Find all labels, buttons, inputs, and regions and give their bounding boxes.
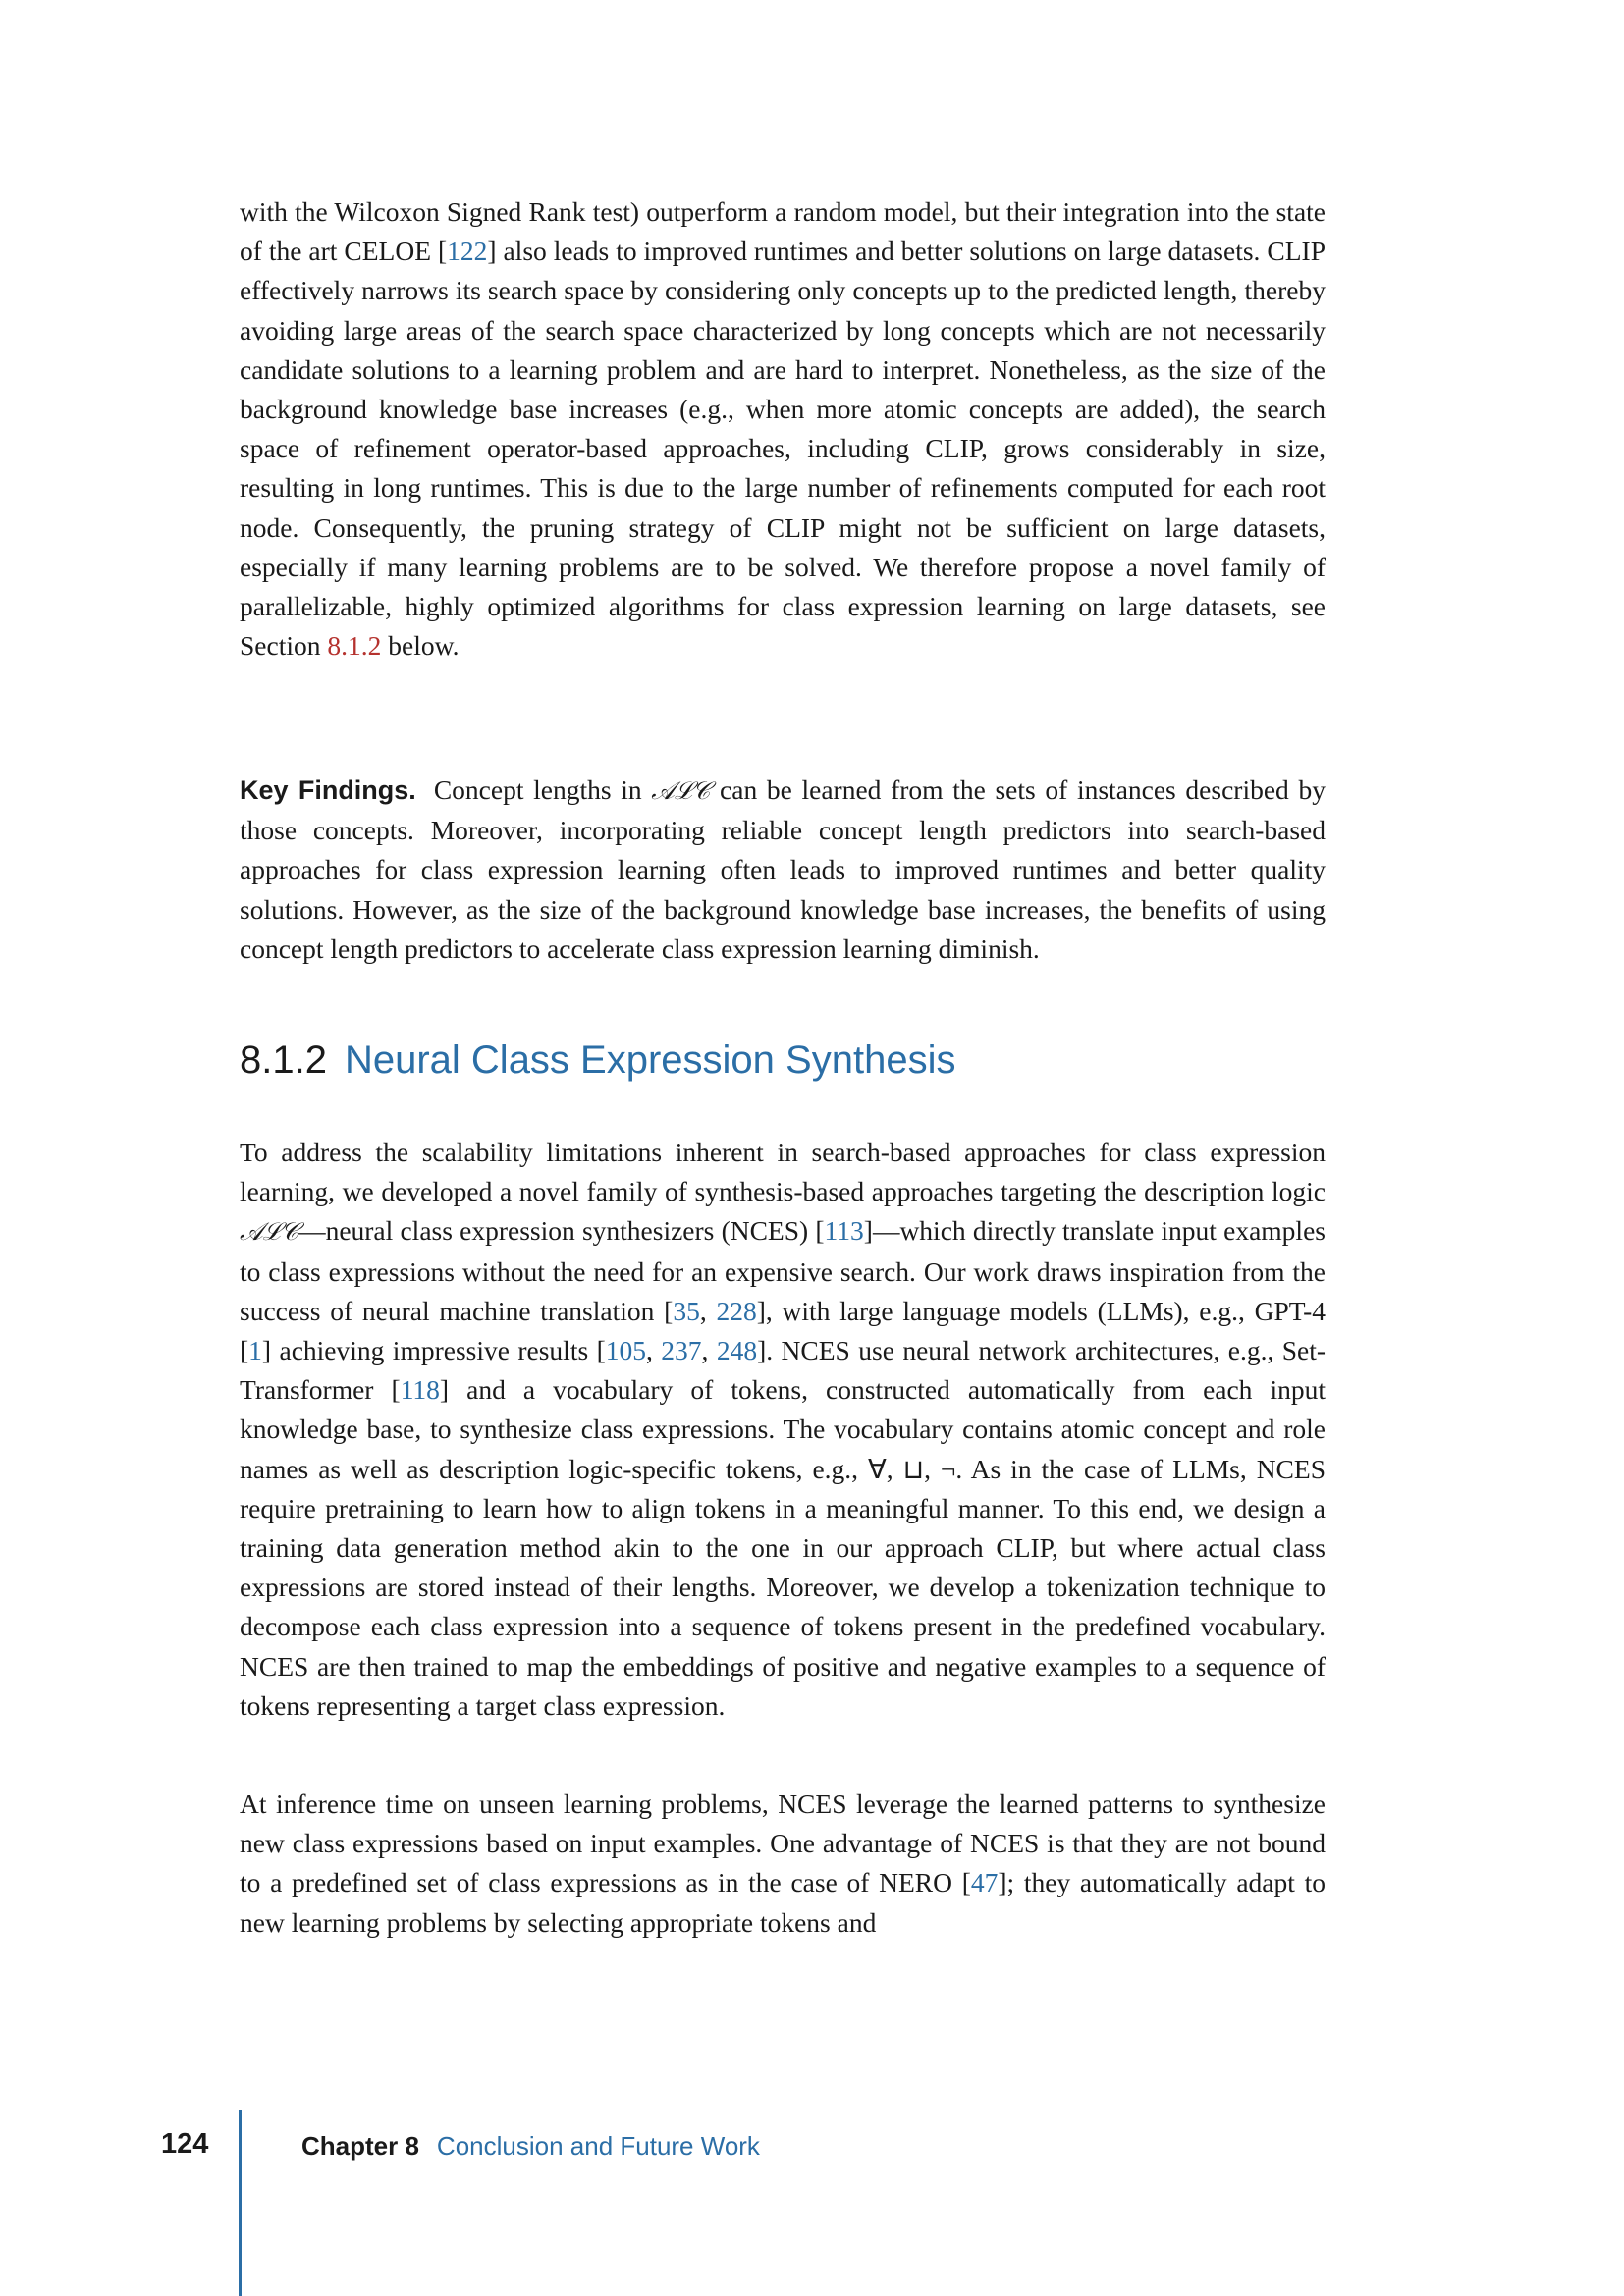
- chapter-title: Conclusion and Future Work: [436, 2131, 760, 2161]
- text-segment: ]; they automatically adapt to new learning problems by selecting appropriate tokens and: [240, 1867, 1326, 1938]
- citation-link[interactable]: 122: [447, 236, 488, 267]
- section-title: Neural Class Expression Synthesis: [344, 1039, 956, 1082]
- footer-rule: [239, 2110, 242, 2296]
- math-alc: 𝒜ℒ𝒞: [240, 1217, 299, 1247]
- math-alc: 𝒜ℒ𝒞: [651, 776, 711, 805]
- text-segment: ] also leads to improved runtimes and better solutions on large datasets. CLIP effectively narrows its search space by considering only concepts up to the predicted length, thereby avoiding large areas of the search space characterized by long concepts which are not necessarily candidate solutions to a learning problem and are hard to interpret. Nonetheless, as the size of the background knowledge base increases (e.g., when more atomic concepts are added), the search space of refinement operator-based approaches, including CLIP, grows considerably in size, resulting in long runtimes. This is due to the large number of refinements computed for each root node. Consequently, the pruning strategy of CLIP might not be sufficient on large datasets, especially if many learning problems are to be solved. We therefore propose a novel family of parallelizable, highly optimized algorithms for class expression learning on large datasets, see Section: [240, 236, 1326, 662]
- citation-link[interactable]: 47: [970, 1867, 999, 1898]
- text-segment: ]—which directly translate input examples to class expressions without the need for an expensive search. Our work draws inspiration from the success of neural machine translation [: [240, 1215, 1326, 1326]
- text-segment: can be learned from the sets of instances described by those concepts. Moreover, incorporating reliable concept length predictors into search-based approaches for class expression learning often leads to improved runtimes and better quality solutions. However, as the size of the background knowledge base increases, the benefits of using concept length predictors to accelerate class expression learning diminish.: [240, 774, 1326, 964]
- text-segment: with the Wilcoxon Signed Rank test) outperform a random model, but their integration into the state of the art CELOE [: [240, 196, 1326, 267]
- text-segment: ,: [646, 1335, 662, 1366]
- text-segment: ,: [701, 1335, 717, 1366]
- text-segment: below.: [381, 630, 460, 662]
- text-segment: ] achieving impressive results [: [261, 1335, 606, 1366]
- footer-chapter: [301, 2131, 760, 2162]
- citation-link[interactable]: 237: [661, 1335, 702, 1366]
- key-findings-paragraph: [240, 771, 1326, 969]
- text-segment: ]. NCES use neural network architectures, e.g., Set-Transformer [: [240, 1335, 1326, 1406]
- citation-link[interactable]: 248: [716, 1335, 758, 1366]
- paragraph-intro: [240, 192, 1326, 666]
- key-findings-label: Key Findings.: [240, 775, 416, 805]
- text-segment: ,: [699, 1295, 717, 1326]
- citation-link[interactable]: 113: [824, 1215, 864, 1247]
- text-segment: —neural class expression synthesizers (NCES) [: [298, 1215, 825, 1247]
- section-heading: [240, 1033, 955, 1088]
- section-number: 8.1.2: [240, 1039, 327, 1082]
- paragraph-nces: [240, 1133, 1326, 1726]
- text-segment: ], with large language models (LLMs), e.g., GPT-4 [: [240, 1295, 1326, 1366]
- citation-link[interactable]: 118: [400, 1374, 440, 1406]
- paragraph-inference: [240, 1785, 1326, 1943]
- text-segment: To address the scalability limitations inherent in search-based approaches for class expression learning, we developed a novel family of synthesis-based approaches targeting the description logic: [240, 1137, 1326, 1207]
- page-number: 124: [161, 2128, 209, 2160]
- chapter-label: Chapter 8: [301, 2131, 419, 2161]
- text-segment: ] and a vocabulary of tokens, constructed automatically from each input knowledge base, to synthesize class expressions. The vocabulary contains atomic concept and role names as well as description logic-specific tokens, e.g., ∀, ⊔, ¬. As in the case of LLMs, NCES require pretraining to learn how to align tokens in a meaningful manner. To this end, we design a training data generation method akin to the one in our approach CLIP, but where actual class expressions are stored instead of their lengths. Moreover, we develop a tokenization technique to decompose each class expression into a sequence of tokens present in the predefined vocabulary. NCES are then trained to map the embeddings of positive and negative examples to a sequence of tokens representing a target class expression.: [240, 1374, 1326, 1721]
- citation-link[interactable]: 228: [716, 1295, 757, 1326]
- citation-link[interactable]: 105: [605, 1335, 646, 1366]
- citation-link[interactable]: 1: [248, 1335, 262, 1366]
- citation-link[interactable]: 35: [673, 1295, 700, 1326]
- text-segment: At inference time on unseen learning problems, NCES leverage the learned patterns to synthesize new class expressions based on input examples. One advantage of NCES is that they are not bound to a predefined set of class expressions as in the case of NERO [: [240, 1789, 1326, 1898]
- section-xref-link[interactable]: 8.1.2: [327, 630, 382, 662]
- text-segment: Concept lengths in: [433, 774, 652, 805]
